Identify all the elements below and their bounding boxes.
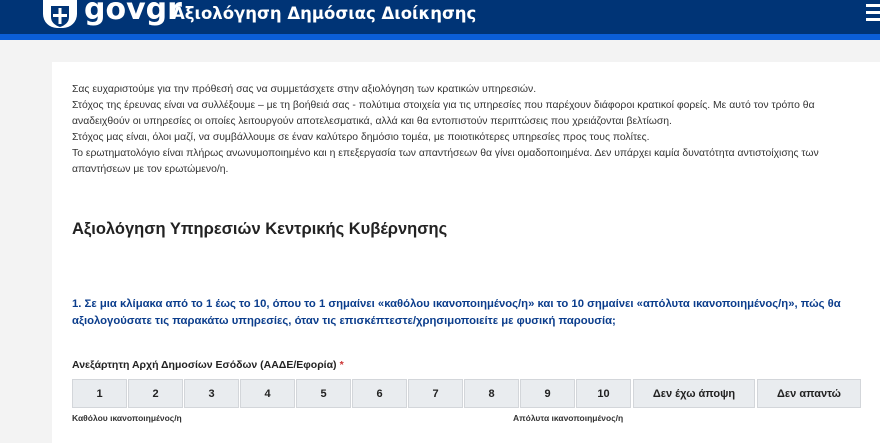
rating-option-2[interactable]: 2 — [128, 379, 183, 408]
header-accent-line — [0, 34, 880, 40]
logo-accent-text: gr — [145, 0, 182, 27]
rating-option-10[interactable]: 10 — [576, 379, 631, 408]
intro-paragraph: Στόχος της έρευνας είναι να συλλέξουμε – με τη βοήθειά σας - πολύτιμα στοιχεία για τις υπηρεσίες που παρέχουν διάφοροι κρατικοί φορείς. Με αυτό τον τρόπο θα αναδειχθούν οι υπηρεσίες οι οποίες λειτουργούν αποτελεσματικά, αλλά και θα εντοπιστούν περιπτώσεις που χρειάζονται βελτίωση. — [72, 100, 815, 127]
rating-option-6[interactable]: 6 — [352, 379, 407, 408]
section-title: Αξιολόγηση Υπηρεσιών Κεντρικής Κυβέρνησης — [72, 220, 448, 238]
intro-paragraph: Σας ευχαριστούμε για την πρόθεσή σας να συμμετάσχετε στην αξιολόγηση των κρατικών υπηρεσιών. — [72, 84, 537, 95]
rating-option-4[interactable]: 4 — [240, 379, 295, 408]
required-mark: * — [339, 359, 344, 371]
question-text: 1. Σε μια κλίμακα από το 1 έως το 10, όπου το 1 σημαίνει «καθόλου ικανοποιημένος/η» και το 10 σημαίνει «απόλυτα ικανοποιημένος/η», πώς θα αξιολογούσατε τις παρακάτω υπηρεσίες, όταν τις επισκέπτεστε/χρησιμοποιείτε με φυσική παρουσία; — [72, 298, 841, 327]
rating-option-1[interactable]: 1 — [72, 379, 127, 408]
field-label — [72, 359, 344, 371]
no-opinion-option[interactable]: Δεν έχω άποψη — [633, 379, 755, 408]
field-label-text: Ανεξάρτητη Αρχή Δημοσίων Εσόδων (ΑΑΔΕ/Εφορία) — [72, 359, 337, 371]
intro-paragraph: Το ερωτηματολόγιο είναι πλήρως ανωνυμοποιημένο και η επεξεργασία των απαντήσεων θα γίνει ομαδοποιημένα. Δεν υπάρχει καμία δυνατότητα αντιστοίχισης των απαντήσεων με τον ερωτώμενο/η. — [72, 148, 819, 175]
rating-option-8[interactable]: 8 — [464, 379, 519, 408]
hamburger-menu-icon[interactable] — [866, 4, 880, 20]
greek-emblem-icon — [43, 0, 77, 28]
rating-option-7[interactable]: 7 — [408, 379, 463, 408]
no-answer-option[interactable]: Δεν απαντώ — [757, 379, 861, 408]
rating-option-5[interactable]: 5 — [296, 379, 351, 408]
rating-option-9[interactable]: 9 — [520, 379, 575, 408]
rating-option-3[interactable]: 3 — [184, 379, 239, 408]
scale-hint-low: Καθόλου ικανοποιημένος/η — [72, 413, 182, 423]
intro-paragraph: Στόχος μας είναι, όλοι μαζί, να συμβάλλουμε σε έναν καλύτερο δημόσιο τομέα, με ποιοτικότερες υπηρεσίες προς τους πολίτες. — [72, 132, 650, 143]
govgr-logo[interactable] — [84, 0, 182, 27]
intro-text — [72, 82, 872, 178]
scale-hint-high: Απόλυτα ικανοποιημένος/η — [513, 413, 624, 423]
rating-scale — [72, 379, 862, 408]
logo-main-text: gov — [84, 0, 146, 27]
site-title[interactable]: Αξιολόγηση Δημόσιας Διοίκησης — [172, 4, 477, 23]
